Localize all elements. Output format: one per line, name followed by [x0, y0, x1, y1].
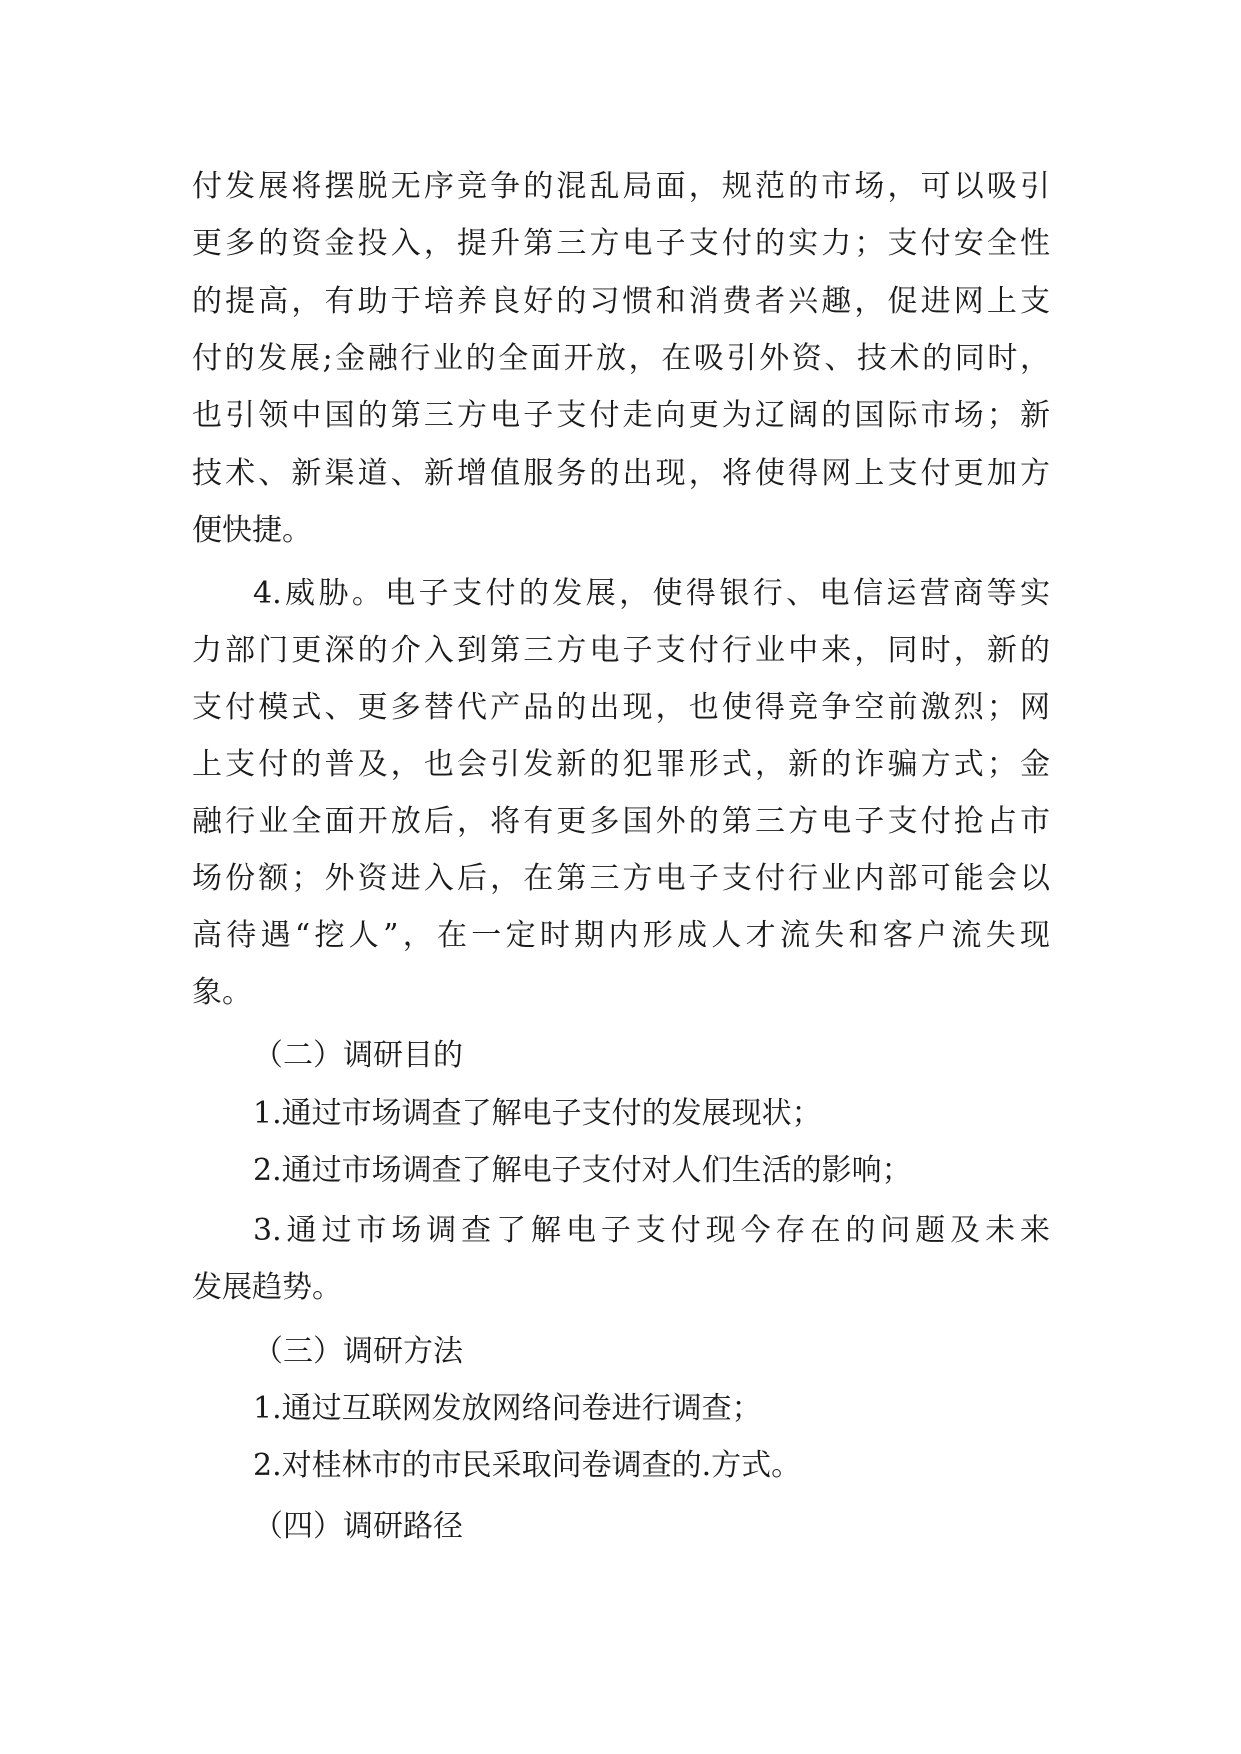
paragraph-line: 场份额；外资进入后，在第三方电子支付行业内部可能会以	[192, 861, 1050, 896]
list-item: 2.对桂林市的市民采取问卷调查的.方式。	[253, 1448, 802, 1483]
list-item: 1.通过市场调查了解电子支付的发展现状；	[253, 1096, 822, 1131]
paragraph-line: 象。	[192, 975, 252, 1010]
paragraph-line: 更多的资金投入，提升第三方电子支付的实力；支付安全性	[192, 226, 1050, 261]
paragraph-line: 支付模式、更多替代产品的出现，也使得竞争空前激烈；网	[192, 690, 1050, 725]
paragraph-line: 高待遇“挖人”，在一定时期内形成人才流失和客户流失现	[192, 918, 1050, 953]
paragraph-line: 也引领中国的第三方电子支付走向更为辽阔的国际市场；新	[192, 398, 1050, 433]
paragraph-line: 融行业全面开放后，将有更多国外的第三方电子支付抢占市	[192, 804, 1050, 839]
paragraph-line: 上支付的普及，也会引发新的犯罪形式，新的诈骗方式；金	[192, 747, 1050, 782]
paragraph-line: 付发展将摆脱无序竞争的混乱局面，规范的市场，可以吸引	[192, 169, 1050, 204]
paragraph-line: 力部门更深的介入到第三方电子支付行业中来，同时，新的	[192, 633, 1050, 668]
section-heading: （三）调研方法	[253, 1334, 463, 1369]
section-heading: （二）调研目的	[253, 1038, 463, 1073]
list-item-continuation: 发展趋势。	[192, 1270, 342, 1305]
section-heading: （四）调研路径	[253, 1509, 463, 1544]
paragraph-line: 技术、新渠道、新增值服务的出现，将使得网上支付更加方	[192, 456, 1050, 491]
list-item: 1.通过互联网发放网络问卷进行调查；	[253, 1391, 762, 1426]
paragraph-line: 的提高，有助于培养良好的习惯和消费者兴趣，促进网上支	[192, 284, 1050, 319]
paragraph-line: 4.威胁。电子支付的发展，使得银行、电信运营商等实	[253, 576, 1050, 611]
list-item: 3.通过市场调查了解电子支付现今存在的问题及未来	[253, 1213, 1050, 1248]
paragraph-line: 付的发展;金融行业的全面开放，在吸引外资、技术的同时，	[192, 341, 1050, 376]
paragraph-line: 便快捷。	[192, 513, 312, 548]
list-item: 2.通过市场调查了解电子支付对人们生活的影响；	[253, 1153, 912, 1188]
